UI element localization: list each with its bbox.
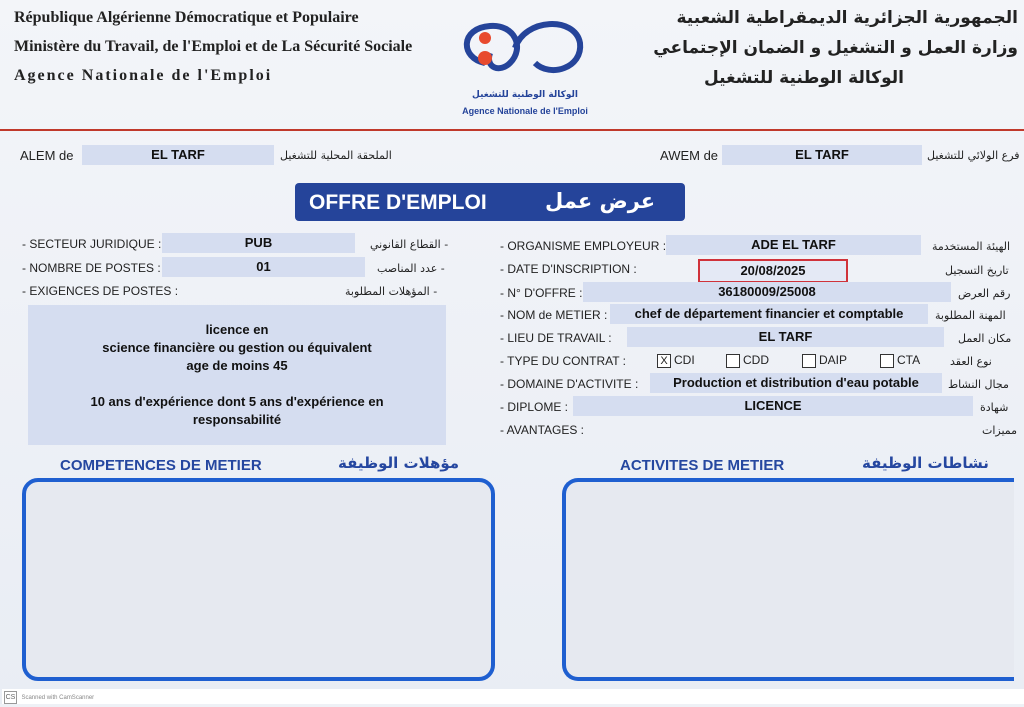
- header-ar-line3: الوكالة الوطنية للتشغيل: [703, 68, 904, 88]
- secteur-label: - SECTEUR JURIDIQUE :: [22, 237, 162, 251]
- offre-ar-label: رقم العرض: [958, 287, 1011, 300]
- contrat-ar-label: نوع العقد: [950, 355, 992, 368]
- checkbox-empty-icon: [726, 354, 740, 368]
- exigences-box: [28, 305, 446, 445]
- exig-line3: age de moins 45: [186, 358, 288, 373]
- header-fr-line1: République Algérienne Démocratique et Populaire: [14, 9, 359, 26]
- avantages-label: - AVANTAGES :: [500, 423, 585, 437]
- footer-strip: [2, 689, 1024, 704]
- secteur-ar-label: - القطاع القانوني: [370, 238, 449, 251]
- contrat-option-cdd[interactable]: CDD: [726, 353, 769, 368]
- metier-label: - NOM de METIER :: [500, 308, 608, 322]
- lieu-label: - LIEU DE TRAVAIL :: [500, 331, 612, 345]
- header-divider: [0, 129, 1024, 131]
- postes-value: 01: [162, 257, 365, 277]
- exigences-label: - EXIGENCES DE POSTES :: [22, 284, 179, 298]
- diplome-ar-label: شهادة: [980, 401, 1009, 414]
- awem-ar-label: فرع الولائي للتشغيل: [927, 149, 1020, 162]
- awem-label: AWEM de: [660, 148, 719, 163]
- domaine-label: - DOMAINE D'ACTIVITE :: [500, 377, 639, 391]
- domaine-ar-label: مجال النشاط: [948, 378, 1009, 391]
- competences-heading: COMPETENCES DE METIER: [60, 457, 262, 474]
- contrat-option-cdi[interactable]: X CDI: [657, 353, 695, 368]
- activites-frame: [562, 478, 1014, 681]
- alem-ar-label: الملحقة المحلية للتشغيل: [280, 149, 392, 162]
- logo-french-name: Agence Nationale de l'Emploi: [462, 106, 588, 116]
- checkbox-empty-icon: [802, 354, 816, 368]
- organisme-value: ADE EL TARF: [666, 235, 921, 255]
- offer-title-ar: عرض عمل: [545, 189, 656, 213]
- diplome-label: - DIPLOME :: [500, 400, 569, 414]
- offer-title-banner: [295, 183, 685, 221]
- awem-value: EL TARF: [722, 145, 922, 165]
- header-fr-line3: Agence Nationale de l'Emploi: [14, 67, 273, 84]
- activites-heading: ACTIVITES DE METIER: [620, 457, 785, 474]
- activites-ar-heading: نشاطات الوظيفة: [862, 454, 989, 472]
- organisme-ar-label: الهيئة المستخدمة: [932, 240, 1011, 253]
- exig-line1: licence en: [205, 322, 269, 337]
- date-value: 20/08/2025: [698, 259, 848, 283]
- anem-logo-icon: [455, 8, 590, 88]
- secteur-value: PUB: [162, 233, 355, 253]
- domaine-value: Production et distribution d'eau potable: [650, 373, 942, 393]
- alem-label: ALEM de: [20, 148, 74, 163]
- competences-ar-heading: مؤهلات الوظيفة: [338, 454, 460, 472]
- header-fr-line2: Ministère du Travail, de l'Emploi et de La Sécurité Sociale: [14, 38, 413, 55]
- exig-line4: 10 ans d'expérience dont 5 ans d'expérience en: [90, 394, 384, 409]
- contrat-option-daip[interactable]: DAIP: [802, 353, 847, 368]
- postes-label: - NOMBRE DE POSTES :: [22, 261, 161, 275]
- logo-arabic-name: الوكالة الوطنية للتشغيل: [472, 90, 578, 100]
- camscanner-icon: CS: [4, 691, 17, 704]
- metier-ar-label: المهنة المطلوبة: [935, 309, 1006, 322]
- date-ar-label: تاريخ التسجيل: [945, 264, 1009, 277]
- diplome-value: LICENCE: [573, 396, 973, 416]
- offre-label: - N° D'OFFRE :: [500, 286, 583, 300]
- camscanner-text: Scanned with CamScanner: [21, 694, 95, 701]
- exig-line2: science financière ou gestion ou équivalent: [102, 340, 372, 355]
- lieu-value: EL TARF: [627, 327, 944, 347]
- offer-title-fr: OFFRE D'EMPLOI: [309, 191, 487, 214]
- lieu-ar-label: مكان العمل: [958, 332, 1012, 345]
- header-ar-line1: الجمهورية الجزائرية الديمقراطية الشعبية: [676, 8, 1018, 28]
- competences-frame: [22, 478, 495, 681]
- offre-value: 36180009/25008: [583, 282, 951, 302]
- exigences-ar-label: - المؤهلات المطلوبة: [345, 285, 438, 298]
- organisme-label: - ORGANISME EMPLOYEUR :: [500, 239, 667, 253]
- alem-value: EL TARF: [82, 145, 274, 165]
- header-ar-line2: وزارة العمل و التشغيل و الضمان الإجتماعي: [653, 38, 1018, 58]
- exig-line5: responsabilité: [192, 412, 282, 427]
- postes-ar-label: - عدد المناصب: [377, 262, 445, 275]
- contrat-label: - TYPE DU CONTRAT :: [500, 354, 627, 368]
- metier-value: chef de département financier et comptable: [610, 304, 928, 324]
- avantages-ar-label: مميزات: [982, 424, 1018, 437]
- checkbox-checked-icon: X: [657, 354, 671, 368]
- checkbox-empty-icon: [880, 354, 894, 368]
- date-label: - DATE D'INSCRIPTION :: [500, 262, 637, 276]
- contrat-option-cta[interactable]: CTA: [880, 353, 920, 368]
